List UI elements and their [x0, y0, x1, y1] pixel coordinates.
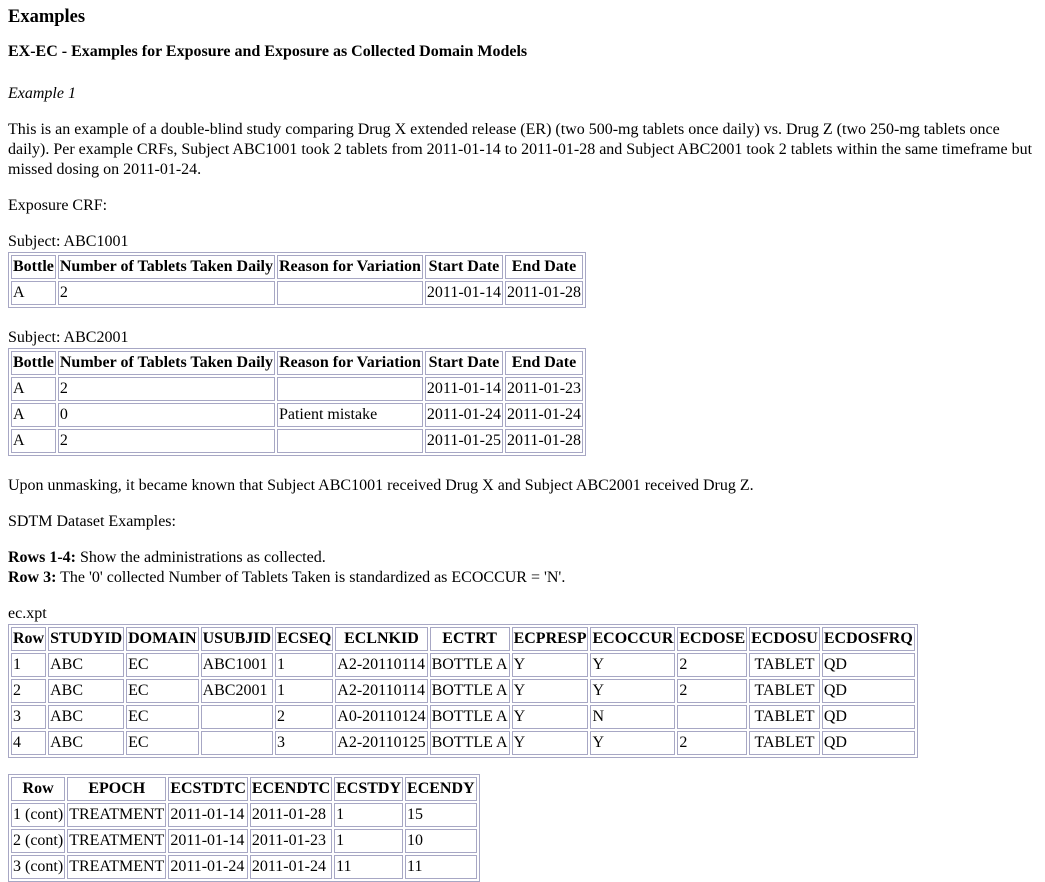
table-cell: BOTTLE A [430, 653, 510, 677]
col-header: ECSEQ [275, 627, 333, 651]
table-cell: TABLET [749, 731, 820, 755]
table-row [11, 855, 477, 879]
table-cell: 2 [58, 429, 275, 453]
table-row [11, 705, 915, 729]
table-header-row [11, 351, 583, 375]
table-row [11, 653, 915, 677]
table-cell: QD [822, 653, 915, 677]
col-header: ECDOSE [677, 627, 747, 651]
table-cell: 3 [275, 731, 333, 755]
col-header: Bottle [11, 255, 56, 279]
table-cell: 2 [677, 731, 747, 755]
subject1-label: Subject: ABC1001 [8, 233, 129, 250]
table-row [11, 281, 583, 305]
table-cell: ABC [48, 705, 124, 729]
table-cell: 2 [58, 377, 275, 401]
table-cell: A [11, 377, 56, 401]
table-row [11, 377, 583, 401]
table-cell: 2011-01-24 [425, 403, 503, 427]
ec-dataset-table-cont [8, 774, 480, 882]
table-cell: A0-20110124 [335, 705, 427, 729]
table-cell: 11 [334, 855, 403, 879]
table-cell: TABLET [749, 679, 820, 703]
table-cell: 2011-01-14 [168, 829, 248, 853]
table-cell: TREATMENT [67, 855, 166, 879]
note-row-3 [8, 568, 1037, 588]
table-cell: 2011-01-23 [250, 829, 332, 853]
table-cell: 2011-01-24 [505, 403, 583, 427]
table-cell [201, 705, 273, 729]
col-header: End Date [505, 351, 583, 375]
table-cell: Y [590, 679, 675, 703]
col-header: ECDOSU [749, 627, 820, 651]
intro-paragraph: This is an example of a double-blind study comparing Drug X extended release (ER) (two 500-mg tablets once daily) vs. Drug Z (two 250-mg tablets once daily). Per example CRFs, Subject ABC1001 took 2 tablets from 2011-01-14 to 2011-01-28 and Subject ABC2001 took 2 tablets within the same timeframe but missed dosing on 2011-01-24. [8, 121, 1033, 178]
table-cell: A [11, 429, 56, 453]
col-header: ECENDY [405, 777, 477, 801]
col-header: Row [11, 627, 46, 651]
table-cell: 15 [405, 803, 477, 827]
table-cell: EC [126, 705, 198, 729]
example-label-text: Example 1 [8, 85, 76, 102]
table-cell [201, 731, 273, 755]
table-cell: 2011-01-14 [425, 377, 503, 401]
table-cell: ABC [48, 653, 124, 677]
table-cell: TREATMENT [67, 829, 166, 853]
col-header: Reason for Variation [277, 351, 423, 375]
table-header-row [11, 777, 477, 801]
table-cell: N [590, 705, 675, 729]
col-header: ECSTDY [334, 777, 403, 801]
table-cell: 2011-01-28 [505, 429, 583, 453]
example-label [8, 84, 1037, 104]
subject2-crf-table [8, 348, 586, 456]
table-cell: ABC2001 [201, 679, 273, 703]
table-cell: BOTTLE A [430, 705, 510, 729]
table-cell [277, 377, 423, 401]
table-row [11, 803, 477, 827]
col-header: ECPRESP [512, 627, 589, 651]
table-cell: 2 (cont) [11, 829, 65, 853]
col-header: USUBJID [201, 627, 273, 651]
ec-dataset-label: ec.xpt [8, 605, 47, 622]
table-cell: 1 [334, 829, 403, 853]
table-cell: 10 [405, 829, 477, 853]
table-cell: 1 (cont) [11, 803, 65, 827]
col-header: Start Date [425, 351, 503, 375]
sdtm-label: SDTM Dataset Examples: [8, 513, 176, 530]
table-cell: 3 (cont) [11, 855, 65, 879]
table-cell: EC [126, 653, 198, 677]
table-cell: BOTTLE A [430, 731, 510, 755]
table-cell: QD [822, 679, 915, 703]
col-header: ECLNKID [335, 627, 427, 651]
note-text: Show the administrations as collected. [76, 549, 326, 566]
col-header: Bottle [11, 351, 56, 375]
table-cell [277, 281, 423, 305]
table-cell: 2 [11, 679, 46, 703]
table-row [11, 403, 583, 427]
table-cell: 2 [677, 679, 747, 703]
table-cell: 2011-01-14 [168, 803, 248, 827]
note-bold: Rows 1-4: [8, 549, 76, 566]
table-cell: Y [512, 679, 589, 703]
col-header: Start Date [425, 255, 503, 279]
subject1-crf-table [8, 252, 586, 308]
table-cell: ABC [48, 679, 124, 703]
col-header: ECTRT [430, 627, 510, 651]
table-row [11, 429, 583, 453]
note-rows-1-4 [8, 548, 1037, 568]
table-cell: 2011-01-14 [425, 281, 503, 305]
table-row [11, 829, 477, 853]
table-row [11, 731, 915, 755]
table-cell: TABLET [749, 705, 820, 729]
table-cell: EC [126, 731, 198, 755]
table-cell: QD [822, 731, 915, 755]
table-cell: 0 [58, 403, 275, 427]
table-cell: 11 [405, 855, 477, 879]
table-cell: A [11, 403, 56, 427]
table-cell: 2011-01-23 [505, 377, 583, 401]
table-cell [677, 705, 747, 729]
table-header-row [11, 627, 915, 651]
col-header: ECOCCUR [590, 627, 675, 651]
col-header: ECSTDTC [168, 777, 248, 801]
table-cell [277, 429, 423, 453]
table-cell: A2-20110125 [335, 731, 427, 755]
subject2-label: Subject: ABC2001 [8, 329, 129, 346]
col-header: Number of Tablets Taken Daily [58, 255, 275, 279]
table-cell: ABC1001 [201, 653, 273, 677]
table-cell: Y [512, 705, 589, 729]
note-text: The '0' collected Number of Tablets Taken is standardized as ECOCCUR = 'N'. [56, 569, 566, 586]
col-header: Number of Tablets Taken Daily [58, 351, 275, 375]
col-header: STUDYID [48, 627, 124, 651]
col-header: End Date [505, 255, 583, 279]
table-cell: 2 [58, 281, 275, 305]
table-cell: 2011-01-24 [250, 855, 332, 879]
table-cell: Y [590, 653, 675, 677]
table-cell: TABLET [749, 653, 820, 677]
table-cell: Y [512, 653, 589, 677]
table-cell: A [11, 281, 56, 305]
table-cell: 2011-01-25 [425, 429, 503, 453]
table-cell: A2-20110114 [335, 653, 427, 677]
table-cell: 4 [11, 731, 46, 755]
table-cell: ABC [48, 731, 124, 755]
table-cell: A2-20110114 [335, 679, 427, 703]
table-cell: 2 [677, 653, 747, 677]
col-header: ECDOSFRQ [822, 627, 915, 651]
crf-label: Exposure CRF: [8, 197, 108, 214]
table-cell: 3 [11, 705, 46, 729]
table-cell: 1 [334, 803, 403, 827]
table-cell: BOTTLE A [430, 679, 510, 703]
table-cell: 2011-01-28 [505, 281, 583, 305]
col-header: Row [11, 777, 65, 801]
col-header: ECENDTC [250, 777, 332, 801]
table-cell: QD [822, 705, 915, 729]
col-header: EPOCH [67, 777, 166, 801]
table-cell: 2011-01-24 [168, 855, 248, 879]
table-cell: EC [126, 679, 198, 703]
table-header-row [11, 255, 583, 279]
table-cell: 1 [275, 653, 333, 677]
table-cell: 2011-01-28 [250, 803, 332, 827]
table-cell: TREATMENT [67, 803, 166, 827]
page-heading: Examples [8, 7, 86, 27]
unmasking-paragraph: Upon unmasking, it became known that Subject ABC1001 received Drug X and Subject ABC2001 received Drug Z. [8, 477, 754, 494]
section-subheading: EX-EC - Examples for Exposure and Exposure as Collected Domain Models [8, 43, 528, 60]
table-cell: Y [590, 731, 675, 755]
table-cell: 1 [275, 679, 333, 703]
table-cell: Patient mistake [277, 403, 423, 427]
ec-dataset-table [8, 624, 918, 758]
note-bold: Row 3: [8, 569, 57, 586]
table-cell: 1 [11, 653, 46, 677]
col-header: DOMAIN [126, 627, 198, 651]
col-header: Reason for Variation [277, 255, 423, 279]
table-cell: 2 [275, 705, 333, 729]
table-row [11, 679, 915, 703]
table-cell: Y [512, 731, 589, 755]
